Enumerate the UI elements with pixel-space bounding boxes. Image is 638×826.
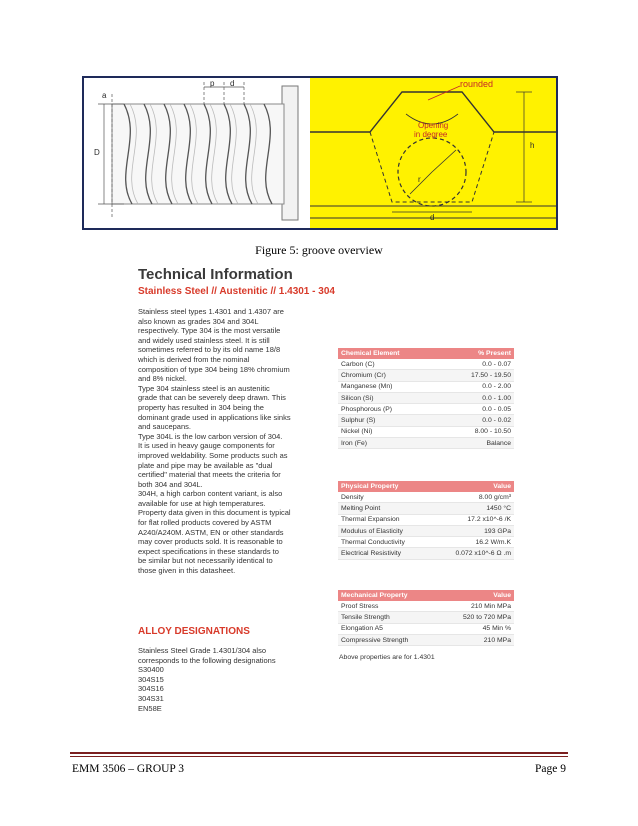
table-cell: 8.00 g/cm³ (432, 492, 514, 503)
description-line: be similar but not necessarily identical to (138, 556, 273, 566)
table-cell: Compressive Strength (338, 634, 439, 645)
description-line: dominant grade used in applications like sinks (138, 412, 291, 422)
description-line: both 304 and 304L. (138, 479, 203, 489)
table-header-cell: Mechanical Property (338, 590, 439, 601)
groove-profile-panel (310, 78, 556, 228)
table-row (338, 370, 514, 381)
table-row (338, 404, 514, 415)
opening-label-line2: in degree (414, 130, 448, 139)
table-cell: 8.00 - 10.50 (441, 426, 514, 437)
diameter-label: D (94, 148, 100, 157)
description-line: and 8% nickel. (138, 374, 187, 384)
table-header-cell: % Present (441, 348, 514, 359)
mechanical-properties-table (338, 590, 514, 646)
description-line: respectively. Type 304 is the most versatile (138, 326, 281, 336)
description-line: those given in this datasheet. (138, 566, 236, 576)
table-cell: Sulphur (S) (338, 415, 441, 426)
description-line: certified" material that meets the criteria for (138, 470, 281, 480)
description-line: improved weldability. Some products such as (138, 450, 288, 460)
description-line: and saucepans. (138, 422, 191, 432)
table-cell: 1450 °C (432, 503, 514, 514)
depth-label: d (230, 79, 235, 88)
table-cell: 210 Min MPa (439, 601, 514, 612)
description-line: which is derived from the nominal (138, 354, 250, 364)
table-row (338, 426, 514, 437)
table-row (338, 601, 514, 612)
a-label: a (102, 91, 107, 100)
table-row (338, 438, 514, 449)
groove-profile-drawing (310, 78, 556, 228)
table-cell: Modulus of Elasticity (338, 525, 432, 536)
table-cell: 17.50 - 19.50 (441, 370, 514, 381)
description-line: Type 304 stainless steel is an austenitic (138, 383, 270, 393)
table-header-row (338, 590, 514, 601)
description-line: and widely used stainless steel. It is still (138, 335, 270, 345)
description-text (138, 307, 334, 576)
table-row (338, 492, 514, 503)
technical-datasheet (120, 262, 518, 730)
alloy-designations-heading: ALLOY DESIGNATIONS (138, 626, 250, 637)
table-row (338, 623, 514, 634)
description-line: Property data given in this document is typical (138, 508, 291, 518)
datasheet-title: Technical Information (138, 266, 293, 283)
table-header-cell: Physical Property (338, 481, 432, 492)
height-label: h (530, 141, 535, 150)
table-cell: Proof Stress (338, 601, 439, 612)
footer-rule (70, 752, 568, 754)
table-cell: 0.0 - 0.02 (441, 415, 514, 426)
description-line: A240/A240M. ASTM, EN or other standards (138, 527, 284, 537)
table-row (338, 612, 514, 623)
groove-width-label: d (430, 213, 435, 222)
opening-label-line1: Opening (418, 121, 449, 130)
table-cell: Balance (441, 438, 514, 449)
alloy-line: 304S31 (138, 693, 164, 703)
alloy-line: 304S15 (138, 674, 164, 684)
table-header-row (338, 481, 514, 492)
table-cell: Phosphorous (P) (338, 404, 441, 415)
properties-note: Above properties are for 1.4301 (339, 654, 435, 661)
pitch-label: p (210, 79, 215, 88)
description-line: sometimes referred to by its old name 18/8 (138, 345, 281, 355)
table-cell: Nickel (Ni) (338, 426, 441, 437)
threaded-cylinder-drawing (84, 78, 310, 228)
table-row (338, 381, 514, 392)
table-header-cell: Value (439, 590, 514, 601)
table-row (338, 634, 514, 645)
table-cell: 0.0 - 0.05 (441, 404, 514, 415)
table-row (338, 359, 514, 370)
description-line: available for use at high temperatures. (138, 498, 266, 508)
datasheet-subtitle: Stainless Steel // Austenitic // 1.4301 - 304 (138, 286, 335, 297)
rounded-label: rounded (460, 79, 494, 89)
table-cell: Electrical Resistivity (338, 548, 432, 559)
description-line: Stainless steel types 1.4301 and 1.4307 are (138, 307, 284, 316)
table-header-cell: Value (432, 481, 514, 492)
table-cell: 0.0 - 2.00 (441, 381, 514, 392)
physical-properties-table (338, 481, 514, 560)
threaded-cylinder-panel (84, 78, 310, 228)
table-cell: Carbon (C) (338, 359, 441, 370)
alloy-line: corresponds to the following designations (138, 655, 276, 665)
table-row (338, 548, 514, 559)
table-cell: Thermal Expansion (338, 514, 432, 525)
table-cell: Tensile Strength (338, 612, 439, 623)
description-line: for flat rolled products covered by ASTM (138, 518, 272, 528)
description-line: Type 304L is the low carbon version of 304. (138, 431, 283, 441)
table-header-cell: Chemical Element (338, 348, 441, 359)
description-line: composition of type 304 being 18% chromium (138, 364, 290, 374)
description-line: plate and pipe may be available as "dual (138, 460, 273, 470)
table-cell: Density (338, 492, 432, 503)
alloy-line: EN58E (138, 703, 162, 713)
radius-label: r (418, 175, 421, 184)
table-cell: 520 to 720 MPa (439, 612, 514, 623)
table-cell: Elongation A5 (338, 623, 439, 634)
table-cell: 0.0 - 1.00 (441, 392, 514, 403)
description-line: also known as grades 304 and 304L (138, 316, 259, 326)
table-cell: Silicon (Si) (338, 392, 441, 403)
table-cell: 0.0 - 0.07 (441, 359, 514, 370)
description-line: It is used in heavy gauge components for (138, 441, 275, 451)
description-line: expect specifications in these standards to (138, 546, 279, 556)
alloy-line: 304S16 (138, 684, 164, 694)
table-cell: 16.2 W/m.K (432, 537, 514, 548)
alloy-line: Stainless Steel Grade 1.4301/304 also (138, 646, 267, 655)
table-cell: Chromium (Cr) (338, 370, 441, 381)
table-row (338, 525, 514, 536)
table-cell: 0.072 x10^-6 Ω .m (432, 548, 514, 559)
chemical-composition-table (338, 348, 514, 449)
table-row (338, 415, 514, 426)
page-number: Page 9 (535, 763, 566, 775)
table-header-row (338, 348, 514, 359)
footer-course-group: EMM 3506 – GROUP 3 (72, 763, 185, 775)
table-cell: Thermal Conductivity (338, 537, 432, 548)
table-cell: Melting Point (338, 503, 432, 514)
table-cell: Manganese (Mn) (338, 381, 441, 392)
alloy-designations-list (138, 646, 276, 713)
table-cell: 210 MPa (439, 634, 514, 645)
table-cell: 45 Min % (439, 623, 514, 634)
table-cell: Iron (Fe) (338, 438, 441, 449)
alloy-line: S30400 (138, 665, 164, 675)
table-row (338, 514, 514, 525)
description-line: may cover products sold. It is reasonable to (138, 537, 283, 547)
description-line: property has resulted in 304 being the (138, 402, 264, 412)
table-row (338, 537, 514, 548)
table-row (338, 503, 514, 514)
footer-rule-thin (70, 756, 568, 757)
description-line: grade that can be severely deep drawn. This (138, 393, 286, 403)
table-row (338, 392, 514, 403)
table-cell: 193 GPa (432, 525, 514, 536)
table-cell: 17.2 x10^-6 /K (432, 514, 514, 525)
description-line: 304H, a high carbon content variant, is also (138, 489, 283, 499)
figure-caption: Figure 5: groove overview (255, 243, 383, 257)
groove-overview-figure (82, 76, 558, 230)
